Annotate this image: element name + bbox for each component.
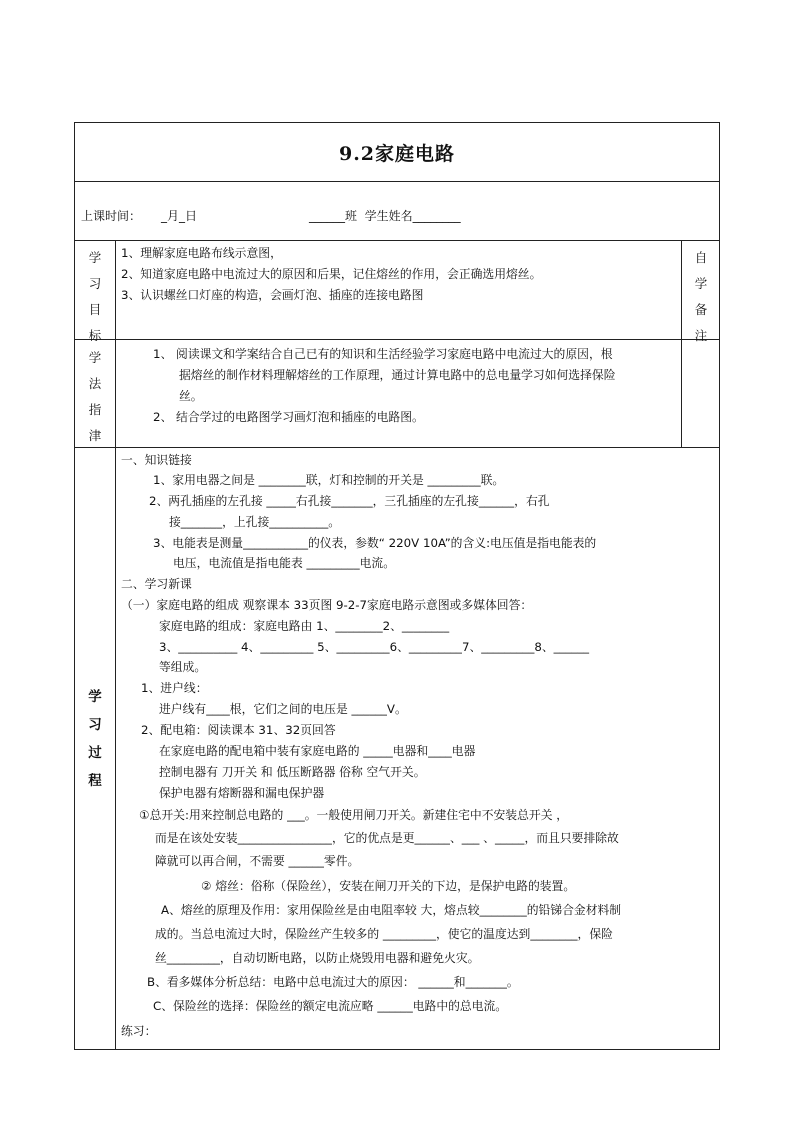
process-line: 二、学习新课 (121, 577, 192, 591)
process-label: 学 习 过 程 (88, 689, 102, 789)
process-line: 3、__________ 4、_________ 5、_________6、_________7、_________8、______ (159, 640, 590, 654)
goal-line: 2、知道家庭电路中电流过大的原因和后果，记住熔丝的作用，会正确选用熔丝。 (121, 267, 542, 281)
process-line: （一）家庭电路的组成 观察课本 33页图 9-2-7家庭电路示意图或多媒体回答： (121, 598, 533, 612)
column-divider (115, 240, 116, 1049)
process-line: 进户线有____根，它们之间的电压是 ______V。 (159, 702, 407, 716)
process-line: 练习： (121, 1024, 157, 1038)
process-line: 1、家用电器之间是 ________联，灯和控制的开关是 _________联。 (153, 473, 505, 487)
process-line: 障就可以再合闸，不需要 ______零件。 (155, 854, 360, 868)
process-line: 1、进户线： (141, 681, 208, 695)
worksheet-table (74, 122, 720, 1050)
method-text: 1、 阅读课文和学案结合自己已有的知识和生活经验学习家庭电路中电流过大的原因，根 (153, 347, 613, 361)
class-time-label: 上课时间： (81, 209, 142, 223)
row-divider (75, 181, 719, 182)
row-divider (75, 240, 719, 241)
process-line: 等组成。 (159, 660, 207, 674)
row-divider (75, 339, 719, 340)
goals-label: 学 习 目 标 (88, 250, 102, 343)
process-line: ② 熔丝：俗称（保险丝），安装在闸刀开关的下边，是保护电路的装置。 (201, 879, 576, 893)
class-time-value: _月_日 (161, 209, 198, 223)
process-line: A、熔丝的原理及作用：家用保险丝是由电阻率较 大，熔点较________的铅锑合金材料制 (161, 903, 622, 917)
process-line: C、保险丝的选择：保险丝的额定电流应略 ______电路中的总电流。 (153, 999, 508, 1013)
process-line: 电压，电流值是指电能表 _________电流。 (173, 556, 395, 570)
process-line: ①总开关:用来控制总电路的 ___。一般使用闸刀开关。新建住宅中不安装总开关 ， (139, 808, 569, 822)
process-line: 而是在该处安装________________，它的优点是更______、___ 、_____，而且只要排除故 (155, 831, 619, 845)
goal-line: 3、认识螺丝口灯座的构造，会画灯泡、插座的连接电路图 (121, 288, 424, 302)
method-label: 学 法 指 津 (88, 350, 102, 443)
process-line: 丝_________，自动切断电路，以防止烧毁用电器和避免火灾。 (155, 951, 480, 965)
process-line: 成的。当总电流过大时，保险丝产生较多的 _________，使它的温度达到________，保险 (155, 927, 613, 941)
process-line: 在家庭电路的配电箱中装有家庭电路的 _____电器和____电器 (159, 744, 476, 758)
row-divider (75, 447, 719, 448)
process-line: B、看多媒体分析总结：电路中总电流过大的原因： ______和_______。 (147, 975, 519, 989)
method-text: 据熔丝的制作材料理解熔丝的工作原理，通过计算电路中的总电量学习如何选择保险 (179, 368, 616, 382)
method-text: 2、 结合学过的电路图学习画灯泡和插座的电路图。 (153, 410, 424, 424)
process-line: 家庭电路的组成：家庭电路由 1、________2、________ (159, 619, 450, 633)
process-line: 接_______，上孔接__________。 (169, 515, 341, 529)
process-line: 控制电器有 刀开关 和 低压断路器 俗称 空气开关。 (159, 765, 426, 779)
class-student-line: ______班 学生姓名________ (309, 209, 461, 223)
process-line: 2、配电箱：阅读课本 31、32页回答 (141, 723, 336, 737)
goal-line: 1、理解家庭电路布线示意图， (121, 246, 282, 260)
page-title: 9.2家庭电路 (338, 143, 456, 165)
method-text: 丝。 (179, 389, 203, 403)
process-line: 3、电能表是测量___________的仪表，参数“ 220V 10A”的含义:电压值是指电能表的 (153, 536, 597, 550)
process-line: 保护电器有熔断器和漏电保护器 (159, 786, 325, 800)
notes-label: 自 学 备 注 (694, 250, 708, 343)
process-line: 一、知识链接 (121, 453, 192, 467)
process-line: 2、两孔插座的左孔接 _____右孔接_______，三孔插座的左孔接______，右孔 (149, 494, 550, 508)
